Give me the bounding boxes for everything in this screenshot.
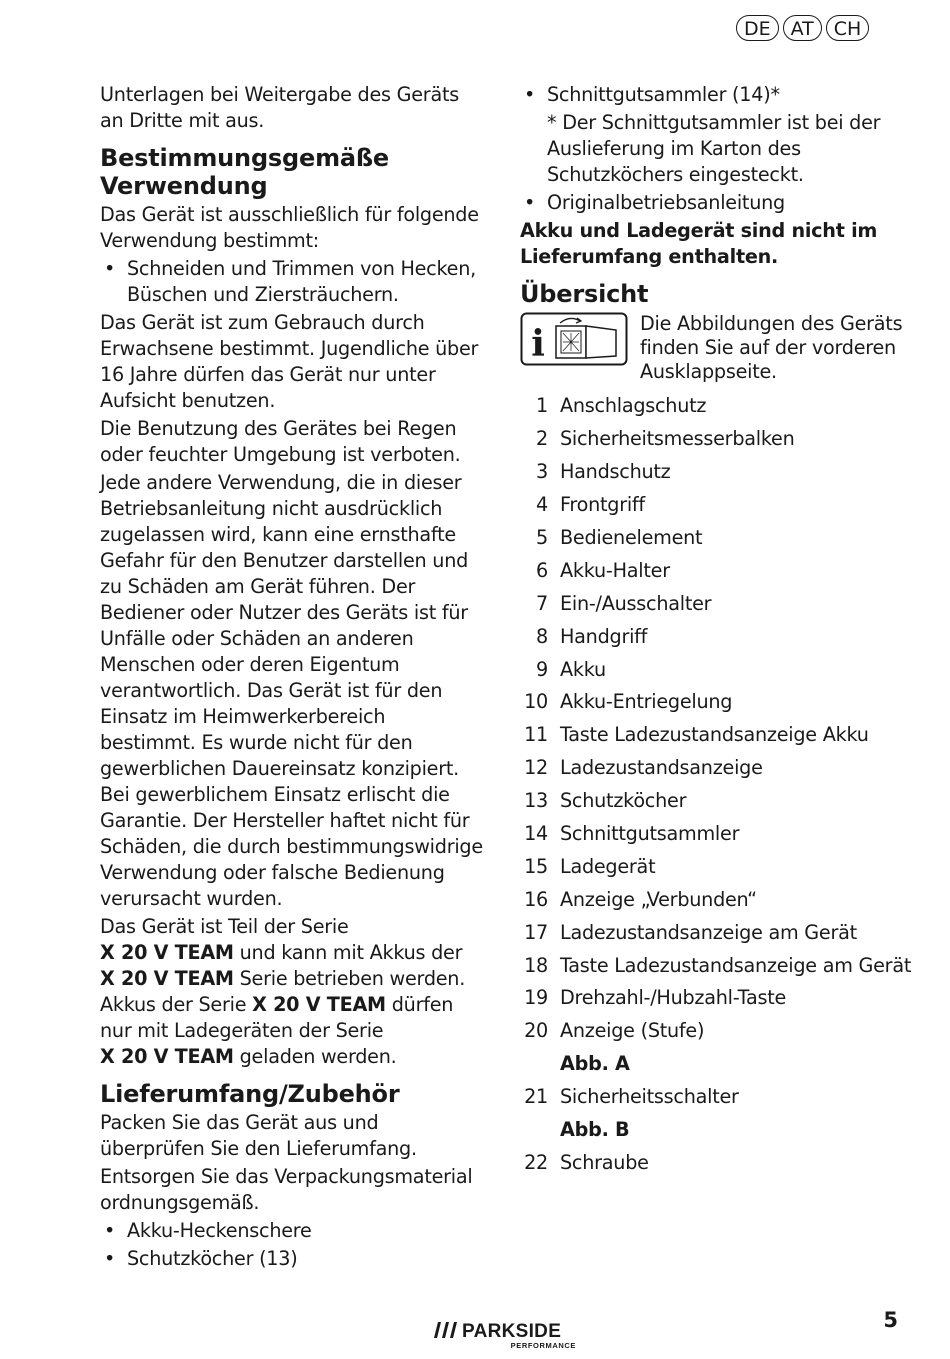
use-paragraph-2: Das Gerät ist zum Gebrauch durch Erwachsene bestimmt. Jugendliche über 16 Jahre dürfen das Gerät nur unter Aufsicht benutzen.	[100, 311, 479, 412]
part-number: 18	[524, 953, 548, 977]
use-paragraph-4: Jede andere Verwendung, die in dieser Betriebsanleitung nicht ausdrücklich zugelassen wird, kann eine ernsthafte Gefahr für den Benutzer darstellen und zu Schäden am Gerät führen. Der Bediener oder Nutzer des Geräts ist für Unfälle oder Schäden an anderen Menschen oder deren Eigentum verantwortlich. Das Gerät ist für den Einsatz im Heimwerkerbereich bestimmt. Es wurde nicht für den gewerblichen Dauereinsatz konzipiert. Bei gewerblichem Einsatz erlischt die Garantie. Der Hersteller haftet nicht für Schäden, die durch bestimmungswidrige Verwendung oder falsche Bedienung verursacht wurden.	[100, 471, 483, 910]
part-label: Anschlagschutz	[560, 394, 707, 418]
country-badge-ch: CH	[826, 15, 870, 41]
part-label: Akku	[560, 657, 606, 681]
not-included-note: Akku und Ladegerät sind nicht im Lieferumfang enthalten.	[520, 219, 878, 268]
list-item	[520, 1015, 915, 1048]
logo-stripes-icon	[434, 1322, 457, 1338]
part-label: Abb. B	[560, 1118, 630, 1142]
part-label: Schraube	[560, 1150, 649, 1174]
part-number: 19	[524, 986, 548, 1010]
part-label: Handschutz	[560, 460, 671, 484]
part-number: 8	[536, 624, 548, 648]
part-label: Handgriff	[560, 624, 648, 648]
list-item	[520, 850, 915, 883]
part-number: 5	[536, 526, 548, 549]
part-label: Frontgriff	[560, 493, 645, 517]
use-paragraph-3: Die Benutzung des Gerätes bei Regen oder feuchter Umgebung ist verboten.	[100, 417, 461, 466]
use-list	[100, 256, 485, 308]
series-paragraph	[100, 914, 485, 1070]
info-row	[520, 312, 915, 384]
list-item	[520, 752, 915, 785]
part-label: Sicherheitsschalter	[560, 1085, 739, 1109]
collector-note: * Der Schnittgutsammler ist bei der Auslieferung im Karton des Schutzköchers eingesteckt.	[547, 111, 881, 186]
list-item	[520, 818, 915, 851]
list-item: • Schneiden und Trimmen von Hecken, Büschen und Ziersträuchern.	[100, 256, 485, 308]
part-label: Schnittgutsammler	[560, 822, 740, 846]
part-number: 14	[524, 822, 548, 846]
part-label: Drehzahl-/Hubzahl-Taste	[560, 986, 787, 1010]
list-item	[520, 456, 915, 489]
part-number: 1	[536, 394, 548, 418]
part-label: Ladezustandsanzeige	[560, 756, 763, 780]
list-item	[520, 1081, 915, 1114]
section-title-overview: Übersicht	[520, 280, 649, 308]
info-text: Die Abbildungen des Geräts finden Sie auf der vorderen Ausklappseite.	[640, 312, 903, 383]
part-number: 4	[536, 493, 548, 517]
part-number: 9	[536, 657, 548, 681]
list-item	[520, 390, 915, 423]
part-number: 20	[524, 1019, 548, 1043]
part-label: Anzeige (Stufe)	[560, 1019, 705, 1043]
list-item	[520, 949, 915, 982]
intro-text: Unterlagen bei Weitergabe des Geräts an Dritte mit aus.	[100, 83, 459, 132]
parkside-logo	[430, 1318, 590, 1352]
right-column	[520, 82, 915, 1179]
parts-list	[520, 390, 915, 1179]
list-item	[520, 522, 915, 555]
logo-brand: PARKSIDE	[462, 1321, 562, 1342]
series-name: X 20 V TEAM	[100, 1045, 234, 1068]
country-badges	[736, 15, 869, 41]
part-label: Ladegerät	[560, 854, 656, 878]
delivery-list	[100, 1218, 485, 1272]
series-name: X 20 V TEAM	[100, 967, 234, 990]
list-item	[520, 785, 915, 818]
part-number: 2	[536, 427, 548, 451]
left-column	[100, 82, 485, 1274]
country-badge-de: DE	[736, 15, 779, 41]
figure-heading	[520, 1114, 915, 1147]
part-label: Schutzköcher	[560, 789, 687, 813]
list-item	[520, 982, 915, 1015]
info-foldout-icon	[520, 312, 628, 366]
part-number: 16	[524, 887, 548, 911]
part-number: 7	[536, 591, 548, 615]
part-label: Akku-Halter	[560, 558, 670, 582]
list-item	[520, 1146, 915, 1179]
use-paragraph-1: Das Gerät ist ausschließlich für folgende Verwendung bestimmt:	[100, 203, 479, 252]
delivery-paragraph-2: Entsorgen Sie das Verpackungsmaterial ordnungsgemäß.	[100, 1165, 473, 1214]
part-number: 10	[524, 690, 548, 714]
country-badge-at: AT	[783, 15, 822, 41]
series-text: geladen werden.	[233, 1045, 397, 1068]
series-text: dürfen nur mit Ladegeräten der Serie	[100, 993, 454, 1042]
delivery-list-continued	[520, 190, 915, 216]
part-label: Ein-/Ausschalter	[560, 591, 712, 615]
part-label: Abb. A	[560, 1052, 630, 1076]
list-item	[520, 883, 915, 916]
part-label: Akku-Entriegelung	[560, 690, 733, 714]
part-label: Bedienelement	[560, 526, 703, 549]
list-item: • Schutzköcher (13)	[100, 1246, 485, 1272]
series-text: Serie betrieben werden. Akkus der Serie	[100, 967, 466, 1016]
list-item	[520, 554, 915, 587]
logo-sub: PERFORMANCE	[510, 1341, 576, 1350]
list-item: • Akku-Heckenschere	[100, 1218, 485, 1244]
delivery-list-continued	[520, 82, 915, 108]
list-item	[520, 916, 915, 949]
part-number: 3	[536, 460, 548, 484]
part-number: 11	[524, 723, 548, 747]
list-item	[520, 686, 915, 719]
part-number: 6	[536, 558, 548, 582]
part-number: 22	[524, 1150, 548, 1174]
part-number: 15	[524, 854, 548, 878]
part-number: 13	[524, 789, 548, 813]
part-number: 17	[524, 920, 548, 944]
series-text: und kann mit Akkus der	[233, 941, 463, 964]
delivery-paragraph-1: Packen Sie das Gerät aus und überprüfen Sie den Lieferumfang.	[100, 1111, 417, 1160]
figure-heading	[520, 1048, 915, 1081]
part-number: 21	[524, 1085, 548, 1109]
part-label: Sicherheitsmesserbalken	[560, 427, 795, 451]
list-item	[520, 620, 915, 653]
series-name: X 20 V TEAM	[100, 941, 234, 964]
list-item	[520, 653, 915, 686]
list-item	[520, 587, 915, 620]
list-item	[520, 489, 915, 522]
series-text: Das Gerät ist Teil der Serie	[100, 915, 349, 938]
list-item: • Schnittgutsammler (14)*	[520, 82, 915, 108]
page-number: 5	[883, 1308, 898, 1332]
svg-text:i: i	[531, 323, 545, 365]
list-item	[520, 423, 915, 456]
part-label: Anzeige „Verbunden“	[560, 887, 757, 911]
part-label: Taste Ladezustandsanzeige am Gerät	[560, 953, 912, 977]
part-number: 12	[524, 756, 548, 780]
part-label: Taste Ladezustandsanzeige Akku	[560, 723, 869, 747]
part-label: Ladezustandsanzeige am Gerät	[560, 920, 857, 944]
series-name: X 20 V TEAM	[252, 993, 386, 1016]
section-title-delivery: Lieferumfang/Zubehör	[100, 1080, 400, 1108]
list-item: • Originalbetriebsanleitung	[520, 190, 915, 216]
list-item	[520, 719, 915, 752]
section-title-intended-use: Bestimmungsgemäße Verwendung	[100, 144, 390, 200]
